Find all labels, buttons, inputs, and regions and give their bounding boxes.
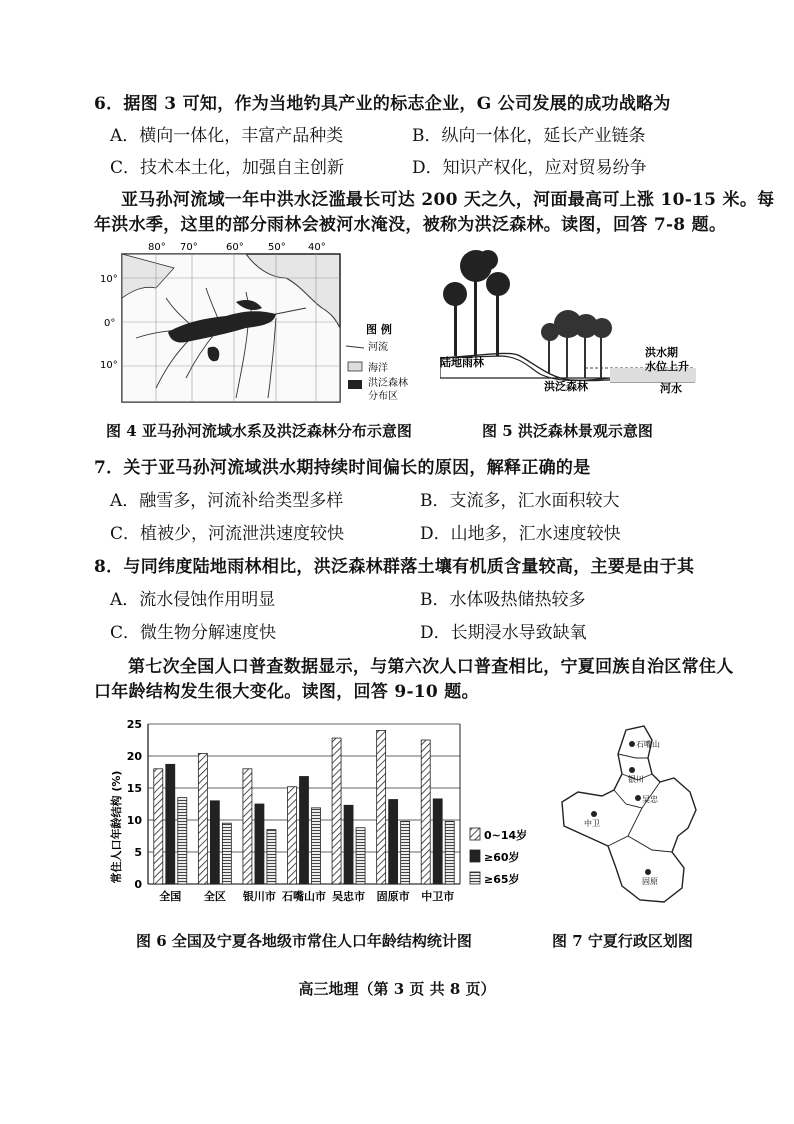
city-wuzhong: 吴忠 xyxy=(642,795,658,804)
x-tick-label: 全国 xyxy=(159,890,182,903)
label-land-forest: 陆地雨林 xyxy=(440,356,484,369)
bar-5-1 xyxy=(389,800,398,884)
bar-1-1 xyxy=(210,801,219,884)
bar-3-0 xyxy=(288,787,297,884)
q8-stem: 8．与同纬度陆地雨林相比，洪泛森林群落土壤有机质含量较高，主要是由于其 xyxy=(94,557,695,577)
q7-option-a: A．融雪多，河流补给类型多样 xyxy=(110,491,344,511)
fig5-caption: 图 5 洪泛森林景观示意图 xyxy=(482,422,653,440)
legend-river-swatch xyxy=(346,346,364,348)
y-tick-label: 25 xyxy=(126,718,142,731)
label-flood-period: 洪水期 xyxy=(645,346,678,359)
legend-forest-2: 分布区 xyxy=(368,391,398,402)
bar-1-2 xyxy=(222,823,231,884)
q7-option-d: D．山地多，汇水速度较快 xyxy=(420,524,621,544)
x-tick-label: 银川市 xyxy=(242,890,276,903)
intro-7-8-line1: 亚马孙河流域一年中洪水泛滥最长可达 200 天之久，河面最高可上涨 10-15 米。每 xyxy=(121,190,775,210)
q8-option-b: B．水体吸热储热较多 xyxy=(420,590,586,610)
city-yinchuan: 银川 xyxy=(628,775,644,784)
flooded-trees xyxy=(541,310,612,378)
bar-6-1 xyxy=(433,799,442,884)
legend-label: 0~14岁 xyxy=(484,829,528,842)
q8-option-d: D．长期浸水导致缺氧 xyxy=(420,623,587,643)
ningxia-outline xyxy=(562,726,696,902)
x-tick-label: 全区 xyxy=(203,890,226,903)
y-tick-label: 20 xyxy=(126,750,142,763)
y-tick-label: 15 xyxy=(126,782,142,795)
y-tick-label: 10 xyxy=(126,814,142,827)
bar-2-0 xyxy=(243,769,252,884)
bar-4-2 xyxy=(356,828,365,884)
map-frame xyxy=(122,254,340,402)
bar-1-0 xyxy=(198,753,207,884)
legend-river: 河流 xyxy=(368,342,388,353)
lon-label-70: 70° xyxy=(180,242,198,253)
legend-forest-swatch xyxy=(348,380,362,389)
age-structure-bar-chart xyxy=(100,712,540,917)
label-flood-forest: 洪泛森林 xyxy=(544,380,588,393)
lon-label-60: 60° xyxy=(226,242,244,253)
bar-6-0 xyxy=(421,740,430,884)
bar-3-2 xyxy=(312,808,321,884)
y-tick-label: 5 xyxy=(134,846,142,859)
fig6-caption: 图 6 全国及宁夏各地级市常住人口年龄结构统计图 xyxy=(136,932,472,950)
intro-9-10-line2: 口年龄结构发生很大变化。读图，回答 9-10 题。 xyxy=(94,682,479,702)
q7-option-c: C．植被少，河流泄洪速度较快 xyxy=(110,524,345,544)
page-footer: 高三地理（第 3 页 共 8 页） xyxy=(298,980,496,998)
legend-label: ≥60岁 xyxy=(484,851,520,864)
q8-option-a: A．流水侵蚀作用明显 xyxy=(110,590,276,610)
city-shizuishan: 石嘴山 xyxy=(636,740,660,749)
label-river: 河水 xyxy=(660,382,682,395)
bar-2-1 xyxy=(255,804,264,884)
legend-ocean-swatch xyxy=(348,362,362,371)
fig4-caption: 图 4 亚马孙河流域水系及洪泛森林分布示意图 xyxy=(106,422,412,440)
lon-label-50: 50° xyxy=(268,242,286,253)
q7-stem: 7．关于亚马孙河流域洪水期持续时间偏长的原因，解释正确的是 xyxy=(94,458,591,478)
q7-option-b: B．支流多，汇水面积较大 xyxy=(420,491,620,511)
bar-2-2 xyxy=(267,830,276,884)
q6-option-d: D．知识产权化，应对贸易纷争 xyxy=(412,158,647,178)
x-tick-label: 中卫市 xyxy=(421,890,455,903)
bar-5-2 xyxy=(401,821,410,884)
bar-3-1 xyxy=(300,776,309,884)
bar-4-1 xyxy=(344,805,353,884)
q6-option-a: A．横向一体化，丰富产品种类 xyxy=(110,126,344,146)
label-water-rise: 水位上升 xyxy=(645,360,689,373)
intro-7-8-line2: 年洪水季，这里的部分雨林会被河水淹没，被称为洪泛森林。读图，回答 7-8 题。 xyxy=(94,215,727,235)
bar-0-2 xyxy=(178,798,187,884)
legend-swatch xyxy=(470,850,480,862)
ningxia-admin-map xyxy=(556,718,716,908)
bar-0-1 xyxy=(166,764,175,884)
legend-swatch xyxy=(470,872,480,884)
rainforest-trees xyxy=(443,250,510,356)
bar-4-0 xyxy=(332,738,341,884)
chart-y-axis-label: 常住人口年龄结构 (%) xyxy=(110,770,123,884)
lon-label-40: 40° xyxy=(308,242,326,253)
legend-label: ≥65岁 xyxy=(484,873,520,886)
bar-0-0 xyxy=(154,769,163,884)
x-tick-label: 石嘴山市 xyxy=(282,890,326,903)
q6-option-c: C．技术本土化，加强自主创新 xyxy=(110,158,345,178)
x-tick-label: 吴忠市 xyxy=(332,890,366,903)
amazon-map-figure xyxy=(96,238,436,408)
legend-forest: 洪泛森林 xyxy=(368,378,408,389)
lon-label-80: 80° xyxy=(148,242,166,253)
intro-9-10-line1: 第七次全国人口普查数据显示，与第六次人口普查相比，宁夏回族自治区常住人 xyxy=(128,657,734,677)
q6-option-b: B．纵向一体化，延长产业链条 xyxy=(412,126,646,146)
fig7-caption: 图 7 宁夏行政区划图 xyxy=(552,932,693,950)
lat-label-0: 0° xyxy=(104,318,116,329)
q6-stem: 6．据图 3 可知，作为当地钓具产业的标志企业，G 公司发展的成功战略为 xyxy=(94,94,671,114)
city-zhongwei: 中卫 xyxy=(584,819,600,828)
bar-6-2 xyxy=(445,821,454,884)
legend-ocean: 海洋 xyxy=(368,363,388,374)
lat-label-10n: 10° xyxy=(100,274,118,285)
x-tick-label: 固原市 xyxy=(376,890,410,903)
legend-swatch xyxy=(470,828,480,840)
q8-option-c: C．微生物分解速度快 xyxy=(110,623,277,643)
flood-forest-landscape-figure xyxy=(440,238,700,408)
bar-5-0 xyxy=(377,730,386,884)
lat-label-10s: 10° xyxy=(100,360,118,371)
y-tick-label: 0 xyxy=(134,878,142,891)
city-guyuan: 固原 xyxy=(642,877,658,886)
legend-title: 图 例 xyxy=(366,323,392,336)
